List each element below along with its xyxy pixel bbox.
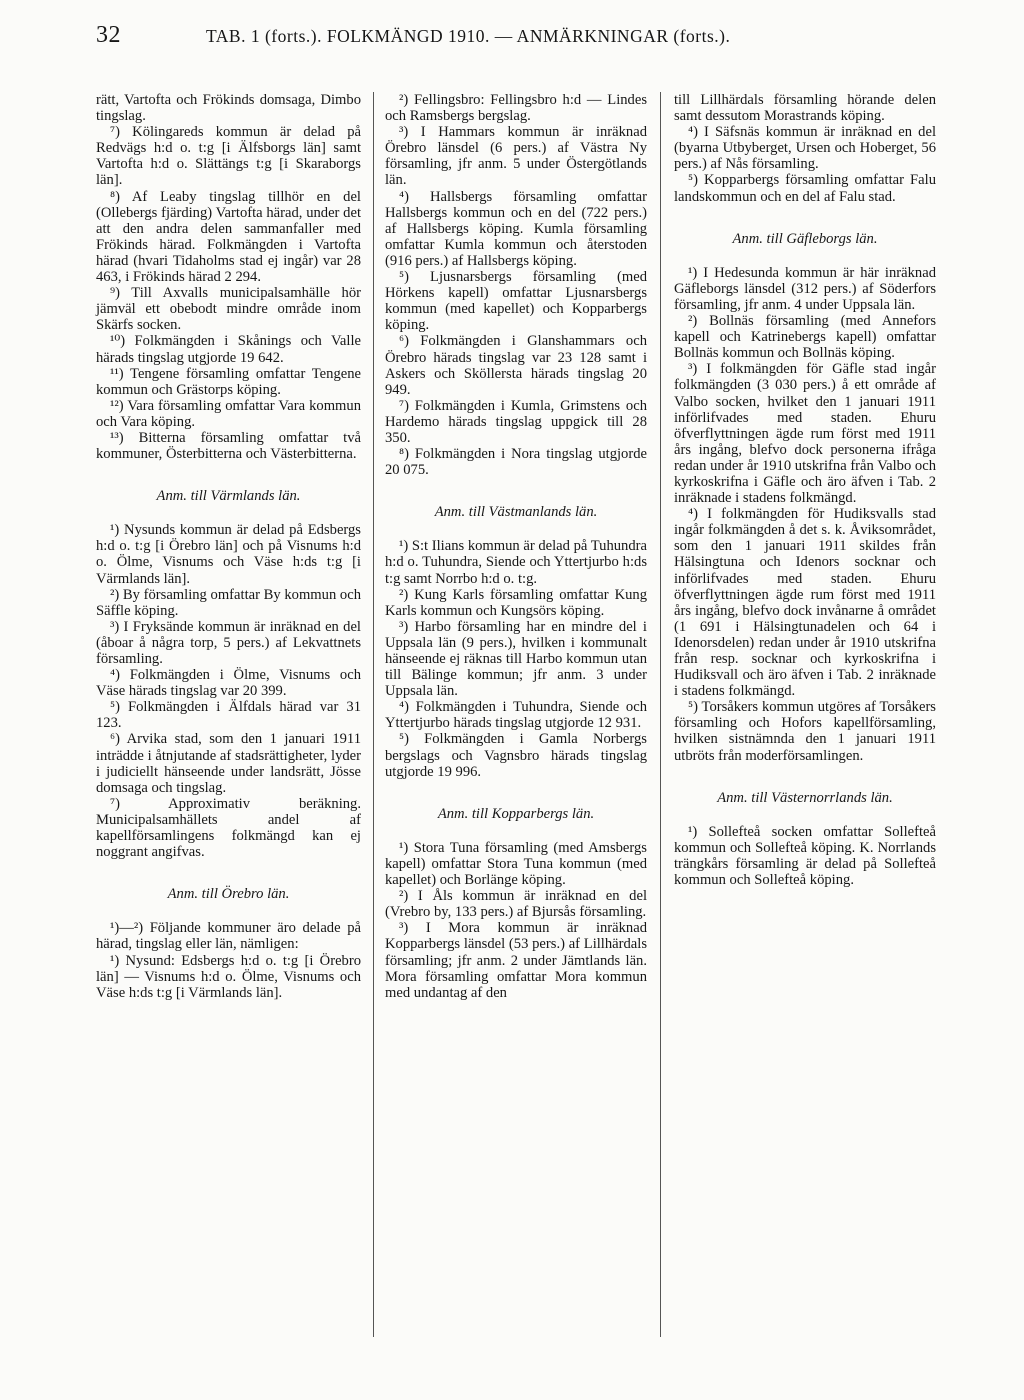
footnote-paragraph: ²) By församling omfattar By kommun och Säffle köping.: [96, 586, 361, 619]
footnote-paragraph: ⁵) Torsåkers kommun utgöres af Torsåkers församling och Hofors kapellförsamling, hvilken sistnämnda den 1 januari 1911 utbröts från moderförsamlingen.: [674, 699, 936, 764]
text-column-right: [674, 92, 936, 888]
section-heading: Anm. till Örebro län.: [167, 886, 290, 903]
footnote-paragraph: ²) I Åls kommun är inräknad en del (Vrebro by, 133 pers.) af Bjursås församling.: [385, 888, 647, 921]
footnote-paragraph: ¹) Stora Tuna församling (med Amsbergs kapell) omfattar Stora Tuna kommun (med kapellet) och Borlänge köping.: [385, 839, 647, 889]
footnote-paragraph: ¹)—²) Följande kommuner äro delade på härad, tingslag eller län, nämligen:: [96, 920, 361, 953]
column-divider: [373, 92, 374, 1337]
header-title: TAB. 1 (forts.). FOLKMÄNGD 1910. — ANMÄRKNINGAR (forts.).: [206, 26, 731, 46]
footnote-paragraph: ⁷) Folkmängden i Kumla, Grimstens och Hardemo härads tingslag uppgick till 28 350.: [385, 397, 647, 446]
footnote-paragraph: ⁴) I folkmängden för Hudiksvalls stad ingår folkmängden å det s. k. Åviksområdet, som den 1 januari 1911 skildes från Hälsingtuna och Idenors socknar och införlifvades med staden. Ehuru öfverflyttningen ägde rum först med 1911 års ingång, blefvo dock invånarne å området (1 691 i Hälsingtunadelen och 64 i Idenorsdelen) redan under år 1910 utskrifna från resp. socknar och kyrkoskrifna i Hudiksvall och äro äfven i Tab. 2 inräknade i stadens folkmängd.: [674, 506, 936, 700]
footnote-paragraph: ¹) Nysund: Edsbergs h:d o. t:g [i Örebro län] — Visnums h:d o. Ölme, Visnums och Väse h:ds t:g [i Värmlands län].: [96, 952, 361, 1001]
footnote-paragraph: ⁸) Folkmängden i Nora tingslag utgjorde 20 075.: [385, 446, 647, 479]
footnote-paragraph: ⁵) Kopparbergs församling omfattar Falu landskommun och en del af Falu stad.: [674, 172, 936, 205]
column-divider: [660, 92, 661, 1337]
footnote-paragraph: ³) Harbo församling har en mindre del i Uppsala län (9 pers.), hvilken i kommunalt hänseende ej räknas till Harbo kommun utan till Bälinge kommun; jfr anm. 3 under Uppsala län.: [385, 618, 647, 700]
section-heading: Anm. till Kopparbergs län.: [437, 805, 595, 822]
footnote-paragraph: ¹) I Hedesunda kommun är här inräknad Gäfleborgs länsdel (312 pers.) af Söderfors församling, jfr anm. 4 under Uppsala län.: [674, 264, 936, 313]
footnote-paragraph: ⁶) Folkmängden i Glanshammars och Örebro härads tingslag var 23 128 samt i Askers och Sköllersta härads tingslag 20 949.: [385, 333, 647, 398]
footnote-paragraph: ²) Kung Karls församling omfattar Kung Karls kommun och Kungsörs köping.: [385, 586, 647, 619]
footnote-paragraph: ¹) Sollefteå socken omfattar Sollefteå kommun och Sollefteå köping. K. Norrlands trängkårs församling är delad på Sollefteå kommun och Sollefteå köping.: [674, 823, 936, 889]
page-number: 32: [96, 22, 121, 48]
footnote-paragraph: ⁴) Hallsbergs församling omfattar Hallsbergs kommun och en del (722 pers.) af Hallsbergs köping. Kumla församling omfattar Kumla kommun och återstoden (916 pers.) af Hallsbergs köping.: [385, 188, 647, 269]
footnote-paragraph: ⁸) Af Leaby tingslag tillhör en del (Ollebergs fjärding) Vartofta härad, under det att den andra delen sammanfaller med Frökinds härad. Folkmängden i Vartofta härad (hvari Tidaholms stad ej ingår) var 28 463, i Frökinds härad 2 294.: [96, 188, 361, 286]
footnote-paragraph: ¹) Nysunds kommun är delad på Edsbergs h:d o. t:g [i Örebro län] och på Visnums h:d o. Ölme, Visnums och Väse h:ds t:g [i Värmlands län].: [96, 522, 361, 587]
footnote-paragraph: ¹³) Bitterna församling omfattar två kommuner, Österbitterna och Västerbitterna.: [96, 429, 361, 463]
footnote-paragraph: ³) I Mora kommun är inräknad Kopparbergs länsdel (53 pers.) af Lillhärdals församling; jfr anm. 2 under Jämtlands län. Mora församling omfattar Mora kommun med undantag af den: [385, 920, 647, 1001]
footnote-paragraph: ¹²) Vara församling omfattar Vara kommun och Vara köping.: [96, 397, 361, 430]
section-heading: Anm. till Gäfleborgs län.: [732, 230, 878, 247]
footnote-paragraph: ⁷) Approximativ beräkning. Municipalsamhällets andel af kapellförsamlingens folkmängd kan ej noggrant angifvas.: [96, 795, 361, 861]
footnote-paragraph: ³) I folkmängden för Gäfle stad ingår folkmängden (3 030 pers.) å ett område af Valbo socken, hvilket den 1 januari 1911 införlifvades med staden. Ehuru öfverflyttningen ägde rum först med 1911 års ingång, blefvo dock personerna ifråga redan under år 1910 utskrifna från Valbo och kyrkoskrifna i Gäfle och äro äfven i Tab. 2 inräknade i stadens folkmängd.: [674, 361, 936, 507]
footnote-paragraph: ²) Bollnäs församling (med Annefors kapell och Katrinebergs kapell) omfattar Bollnäs kommun och Bollnäs köping.: [674, 313, 936, 362]
footnote-paragraph: ⁵) Ljusnarsbergs församling (med Hörkens kapell) omfattar Ljusnarsbergs kommun (med kapellet) och Kopparbergs köping.: [385, 269, 647, 334]
footnote-paragraph: rätt, Vartofta och Frökinds domsaga, Dimbo tingslag.: [96, 92, 361, 125]
footnote-paragraph: ²) Fellingsbro: Fellingsbro h:d — Lindes och Ramsbergs bergslag.: [385, 92, 647, 125]
footnote-paragraph: ¹⁰) Folkmängden i Skånings och Valle härads tingslag utgjorde 19 642.: [96, 333, 361, 366]
text-column-middle: [385, 92, 647, 1001]
footnote-paragraph: ⁴) Folkmängden i Ölme, Visnums och Väse härads tingslag var 20 399.: [96, 667, 361, 700]
footnote-paragraph: ⁶) Arvika stad, som den 1 januari 1911 inträdde i åtnjutande af stadsrättigheter, lyder i judiciellt hänseende under landsrätt, Jösse domsaga och tingslag.: [96, 731, 361, 796]
footnote-paragraph: ⁷) Kölingareds kommun är delad på Redvägs h:d o. t:g [i Älfsborgs län] samt Vartofta h:d o. Slättängs t:g [i Skaraborgs län].: [96, 124, 361, 189]
footnote-paragraph: ⁹) Till Axvalls municipalsamhälle hör jämväl ett obebodt mindre område inom Skärfs socken.: [96, 285, 361, 334]
section-heading: Anm. till Västernorrlands län.: [717, 789, 893, 806]
footnote-paragraph: till Lillhärdals församling hörande delen samt dessutom Morastrands köping.: [674, 92, 936, 125]
section-heading: Anm. till Västmanlands län.: [434, 504, 598, 521]
footnote-paragraph: ⁴) I Säfsnäs kommun är inräknad en del (byarna Utbyberget, Ursen och Hoberget, 56 pers.) af Nås församling.: [674, 124, 936, 173]
running-header: [96, 22, 926, 62]
footnote-paragraph: ¹) S:t Ilians kommun är delad på Tuhundra h:d o. Tuhundra, Siende och Yttertjurbo h:ds t:g samt Norrbo h:d o. t:g.: [385, 538, 647, 587]
text-column-left: [96, 92, 361, 1001]
footnote-paragraph: ⁵) Folkmängden i Gamla Norbergs bergslags och Vagnsbro härads tingslag utgjorde 19 996.: [385, 731, 647, 780]
footnote-paragraph: ¹¹) Tengene församling omfattar Tengene kommun och Grästorps köping.: [96, 365, 361, 398]
footnote-paragraph: ³) I Hammars kommun är inräknad Örebro länsdel (6 pers.) af Västra Ny församling, jfr anm. 5 under Östergötlands län.: [385, 124, 647, 189]
footnote-paragraph: ³) I Fryksände kommun är inräknad en del (åboar å några torp, 5 pers.) af Lekvattnets församling.: [96, 618, 361, 667]
section-heading: Anm. till Värmlands län.: [156, 488, 301, 505]
footnote-paragraph: ⁵) Folkmängden i Älfdals härad var 31 123.: [96, 699, 361, 732]
footnote-paragraph: ⁴) Folkmängden i Tuhundra, Siende och Yttertjurbo härads tingslag utgjorde 12 931.: [385, 699, 647, 732]
